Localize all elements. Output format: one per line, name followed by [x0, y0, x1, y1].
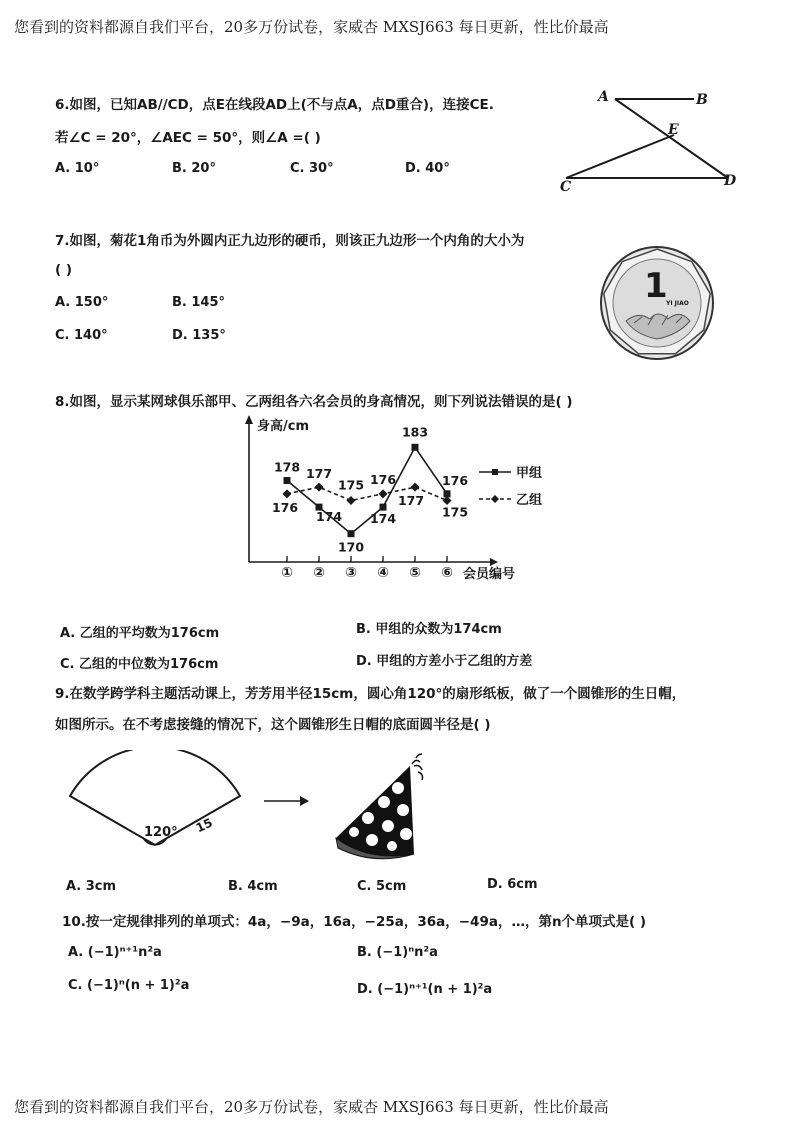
coin-text: YI JIAO — [666, 300, 689, 307]
q8-option-c[interactable]: C. 乙组的中位数为176cm — [60, 657, 219, 672]
x-tick-label-6: ⑥ — [441, 565, 453, 581]
series2-point-3 — [347, 496, 356, 505]
q9-option-b[interactable]: B. 4cm — [228, 879, 278, 894]
q6-option-d[interactable]: D. 40° — [405, 161, 450, 176]
legend-marker-jia — [492, 469, 498, 475]
series2-data-label-1: 176 — [271, 499, 299, 515]
series1-data-label-3: 170 — [337, 539, 365, 555]
x-tick-label-1: ① — [281, 565, 293, 581]
label-e: E — [668, 122, 679, 138]
series2-data-label-6: 175 — [441, 504, 469, 520]
q6-option-b[interactable]: B. 20° — [172, 161, 216, 176]
q6-stem-line1: 6.如图，已知AB//CD，点E在线段AD上(不与点A，点D重合)，连接CE. — [55, 97, 494, 113]
series2-point-1 — [283, 489, 292, 498]
series1-data-label-2: 174 — [315, 509, 343, 525]
series1-data-label-6: 176 — [441, 472, 469, 488]
q7-option-b[interactable]: B. 145° — [172, 295, 226, 310]
q6-stem-line2: 若∠C = 20°，∠AEC = 50°，则∠A =( ) — [55, 130, 321, 146]
birthday-hat-image — [328, 752, 443, 867]
q9-stem-line2: 如图所示。在不考虑接缝的情况下，这个圆锥形生日帽的底面圆半径是( ) — [55, 717, 491, 733]
transform-arrow — [262, 793, 312, 809]
series1-data-label-1: 178 — [273, 459, 301, 475]
series2-point-2 — [315, 483, 324, 492]
series1-point-4 — [380, 504, 387, 511]
y-axis-label: 身高/cm — [257, 419, 310, 434]
q10-option-c[interactable]: C. (−1)ⁿ(n + 1)²a — [68, 978, 190, 993]
series2-data-label-3: 175 — [337, 477, 365, 493]
label-c: C — [560, 179, 572, 195]
top-banner: 您看到的资料都源自我们平台，20多万份试卷，家威杏 MXSJ663 每日更新，性比价最高 — [14, 18, 609, 36]
legend-label-jia: 甲组 — [516, 466, 543, 481]
series1-point-1 — [284, 477, 291, 484]
x-tick-label-2: ② — [313, 565, 325, 581]
q7-option-a[interactable]: A. 150° — [55, 295, 109, 310]
sector-figure — [60, 750, 255, 860]
q8-stem: 8.如图，显示某网球俱乐部甲、乙两组各六名会员的身高情况，则下列说法错误的是( ) — [55, 394, 573, 410]
q8-option-d[interactable]: D. 甲组的方差小于乙组的方差 — [356, 654, 533, 669]
q8-option-a[interactable]: A. 乙组的平均数为176cm — [60, 626, 220, 641]
q9-stem-line1: 9.在数学跨学科主题活动课上，芳芳用半径15cm，圆心角120°的扇形纸板，做了一个圆锥形的生日帽， — [55, 686, 686, 702]
series2-data-label-2: 177 — [305, 466, 333, 482]
x-axis-label: 会员编号 — [463, 567, 516, 582]
series2-point-5 — [411, 483, 420, 492]
hat-tassel — [412, 754, 423, 780]
height-line-chart — [235, 412, 555, 584]
q6-option-c[interactable]: C. 30° — [290, 161, 334, 176]
q7-stem-line1: 7.如图，菊花1角币为外圆内正九边形的硬币，则该正九边形一个内角的大小为 — [55, 233, 525, 249]
series1-data-label-5: 183 — [401, 424, 429, 440]
q10-stem: 10.按一定规律排列的单项式：4a，−9a，16a，−25a，36a，−49a，…，第n个单项式是( ) — [62, 914, 647, 930]
q9-option-a[interactable]: A. 3cm — [66, 879, 117, 894]
radius-label: 15 — [193, 815, 215, 836]
coin-numeral: 1 — [644, 266, 668, 306]
label-a: A — [598, 89, 609, 105]
q10-option-a[interactable]: A. (−1)ⁿ⁺¹n²a — [68, 945, 162, 960]
label-d: D — [724, 173, 737, 189]
series2-point-4 — [379, 489, 388, 498]
q7-option-d[interactable]: D. 135° — [172, 328, 226, 343]
x-axis-arrow — [490, 558, 498, 566]
series2-data-label-4: 176 — [369, 471, 397, 487]
series2-data-label-5: 177 — [397, 493, 425, 509]
x-tick-label-5: ⑤ — [409, 565, 421, 581]
legend-marker-yi — [491, 495, 499, 503]
label-b: B — [696, 92, 708, 108]
q10-option-b[interactable]: B. (−1)ⁿn²a — [357, 945, 438, 960]
bottom-banner: 您看到的资料都源自我们平台，20多万份试卷，家威杏 MXSJ663 每日更新，性比价最高 — [14, 1098, 609, 1116]
q6-option-a[interactable]: A. 10° — [55, 161, 100, 176]
segment-ad — [615, 99, 728, 178]
x-tick-label-4: ④ — [377, 565, 389, 581]
series1-data-label-4: 174 — [369, 511, 397, 527]
series1-point-3 — [348, 530, 355, 537]
q9-option-d[interactable]: D. 6cm — [487, 877, 538, 892]
series1-point-5 — [412, 444, 419, 451]
q10-option-d[interactable]: D. (−1)ⁿ⁺¹(n + 1)²a — [357, 982, 493, 997]
q7-stem-line2: ( ) — [55, 262, 73, 278]
segment-ce — [566, 135, 674, 178]
angle-label: 120° — [144, 825, 178, 840]
q9-option-c[interactable]: C. 5cm — [357, 879, 407, 894]
q6-geometry-figure — [550, 85, 750, 195]
y-axis-arrow — [245, 415, 253, 424]
legend-label-yi: 乙组 — [516, 493, 543, 508]
chart-legend — [479, 465, 542, 508]
coin-image — [598, 243, 716, 363]
q8-option-b[interactable]: B. 甲组的众数为174cm — [356, 622, 502, 637]
x-tick-label-3: ③ — [345, 565, 357, 581]
q7-option-c[interactable]: C. 140° — [55, 328, 108, 343]
